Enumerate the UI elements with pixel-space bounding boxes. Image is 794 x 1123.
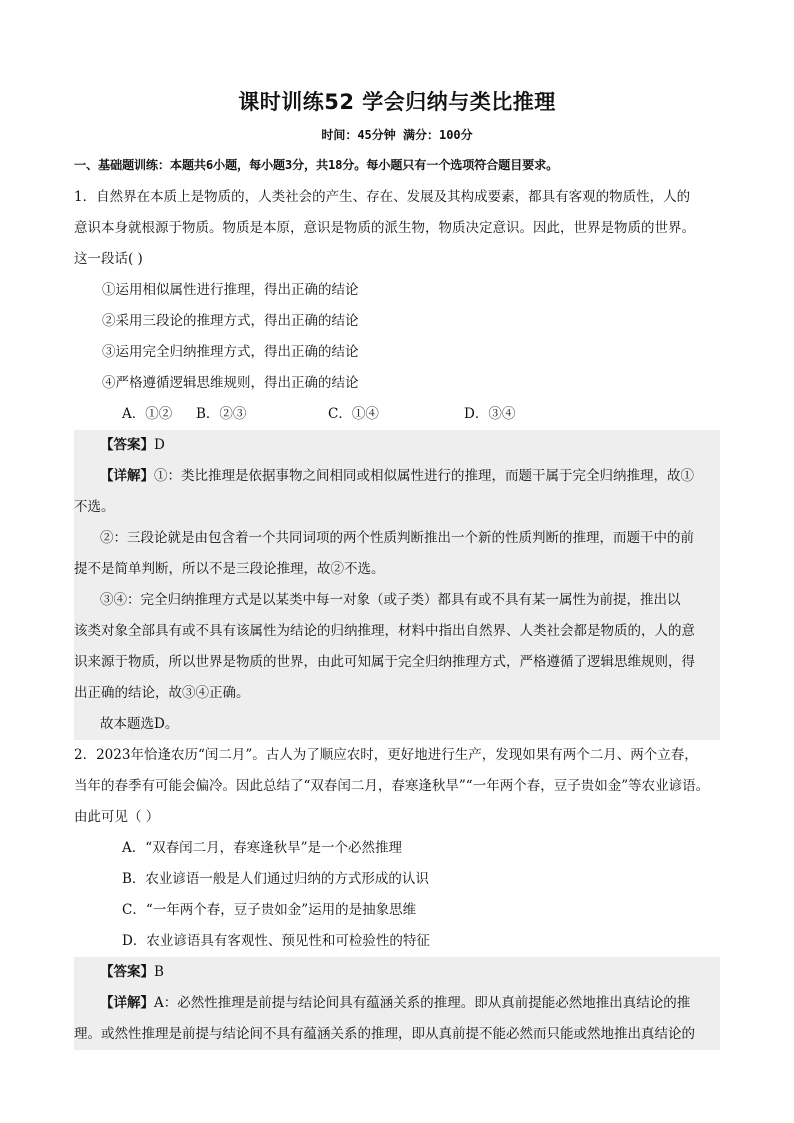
- q1-detail-line: 该类对象全部具有或不具有该属性为结论的归纳推理，材料中指出自然界、人类社会都是物质的，人的意: [74, 623, 695, 639]
- q2-option-c: C．“一年两个春，豆子贵如金”运用的是抽象思维: [122, 902, 417, 918]
- question-list: [74, 182, 720, 1050]
- q2-option-a: A．“双春闰二月，春寒逢秋旱”是一个必然推理: [122, 840, 403, 856]
- q1-stem-line: 这一段话( ): [74, 251, 143, 267]
- q1-detail-line: 不选。: [74, 499, 115, 515]
- q1-choice-d: D．③④: [464, 406, 516, 422]
- q1-choice-c: C．①④: [328, 406, 379, 422]
- q1-detail-line: 【详解】①：类比推理是依据事物之间相同或相似属性进行的推理，而题干属于完全归纳推理，故①: [100, 468, 694, 484]
- exam-info: 时间：45分钟 满分：100分: [321, 128, 473, 142]
- q1-detail-line: 识来源于物质，所以世界是物质的世界，由此可知属于完全归纳推理方式，严格遵循了逻辑思维规则，得: [74, 654, 695, 670]
- q1-answer-block: [74, 430, 720, 740]
- detail-tag: 【详解】: [100, 995, 154, 1011]
- answer-value: B: [154, 964, 164, 980]
- q1-answer: [74, 430, 720, 461]
- page-title: 课时训练52 学会归纳与类比推理: [238, 90, 556, 114]
- q2-detail-line: 【详解】A：必然性推理是前提与结论间具有蕴涵关系的推理。即从真前提能必然地推出真结论的推: [100, 995, 691, 1011]
- q1-option-4: ④严格遵循逻辑思维规则，得出正确的结论: [102, 375, 359, 391]
- q1-choice-b: B．②③: [196, 406, 247, 422]
- q1-option-3: ③运用完全归纳推理方式，得出正确的结论: [102, 344, 359, 360]
- section-heading: 一、基础题训练：本题共6小题，每小题3分，共18分。每小题只有一个选项符合题目要求。: [74, 158, 559, 172]
- question-1: [74, 182, 720, 740]
- q1-detail-line: ③④：完全归纳推理方式是以某类中每一对象（或子类）都具有或不具有某一属性为前提，推出以: [100, 592, 681, 608]
- q1-option-1: ①运用相似属性进行推理，得出正确的结论: [102, 282, 359, 298]
- q2-answer: [74, 957, 720, 988]
- q2-option-b: B．农业谚语一般是人们通过归纳的方式形成的认识: [122, 871, 429, 887]
- q2-answer-block: [74, 957, 720, 1050]
- q1-stem-line: 1．自然界在本质上是物质的，人类社会的产生、存在、发展及其构成要素，都具有客观的物质性，人的: [74, 189, 691, 205]
- q1-choices: [74, 399, 720, 430]
- q2-stem-line: 2．2023年恰逢农历“闰二月”。古人为了顺应农时，更好地进行生产，发现如果有两个二月、两个立春，: [74, 747, 698, 763]
- q1-detail-line: 出正确的结论，故③④正确。: [74, 685, 250, 701]
- q1-detail-line: ②：三段论就是由包含着一个共同词项的两个性质判断推出一个新的性质判断的推理，而题干中的前: [100, 530, 694, 546]
- answer-tag: 【答案】: [100, 964, 154, 980]
- q2-detail-line: 理。或然性推理是前提与结论间不具有蕴涵关系的推理，即从真前提不能必然而只能或然地推出真结论的: [74, 1026, 695, 1042]
- q2-stem-line: 当年的春季有可能会偏冷。因此总结了“双春闰二月，春寒逢秋旱”“一年两个春，豆子贵如金”等农业谚语。: [74, 778, 710, 794]
- answer-tag: 【答案】: [100, 437, 154, 453]
- q1-choice-a: A．①②: [122, 406, 173, 422]
- q1-stem-line: 意识本身就根源于物质。物质是本原，意识是物质的派生物，物质决定意识。因此，世界是物质的世界。: [74, 220, 695, 236]
- q1-option-2: ②采用三段论的推理方式，得出正确的结论: [102, 313, 359, 329]
- q2-stem-line: 由此可见（ ）: [74, 809, 160, 825]
- q1-detail-line: 提不是简单判断，所以不是三段论推理，故②不选。: [74, 561, 385, 577]
- q2-option-d: D．农业谚语具有客观性、预见性和可检验性的特征: [122, 933, 430, 949]
- answer-value: D: [154, 437, 165, 453]
- detail-tag: 【详解】: [100, 468, 154, 484]
- question-2: [74, 740, 720, 1050]
- q1-detail-line: 故本题选D。: [100, 716, 179, 732]
